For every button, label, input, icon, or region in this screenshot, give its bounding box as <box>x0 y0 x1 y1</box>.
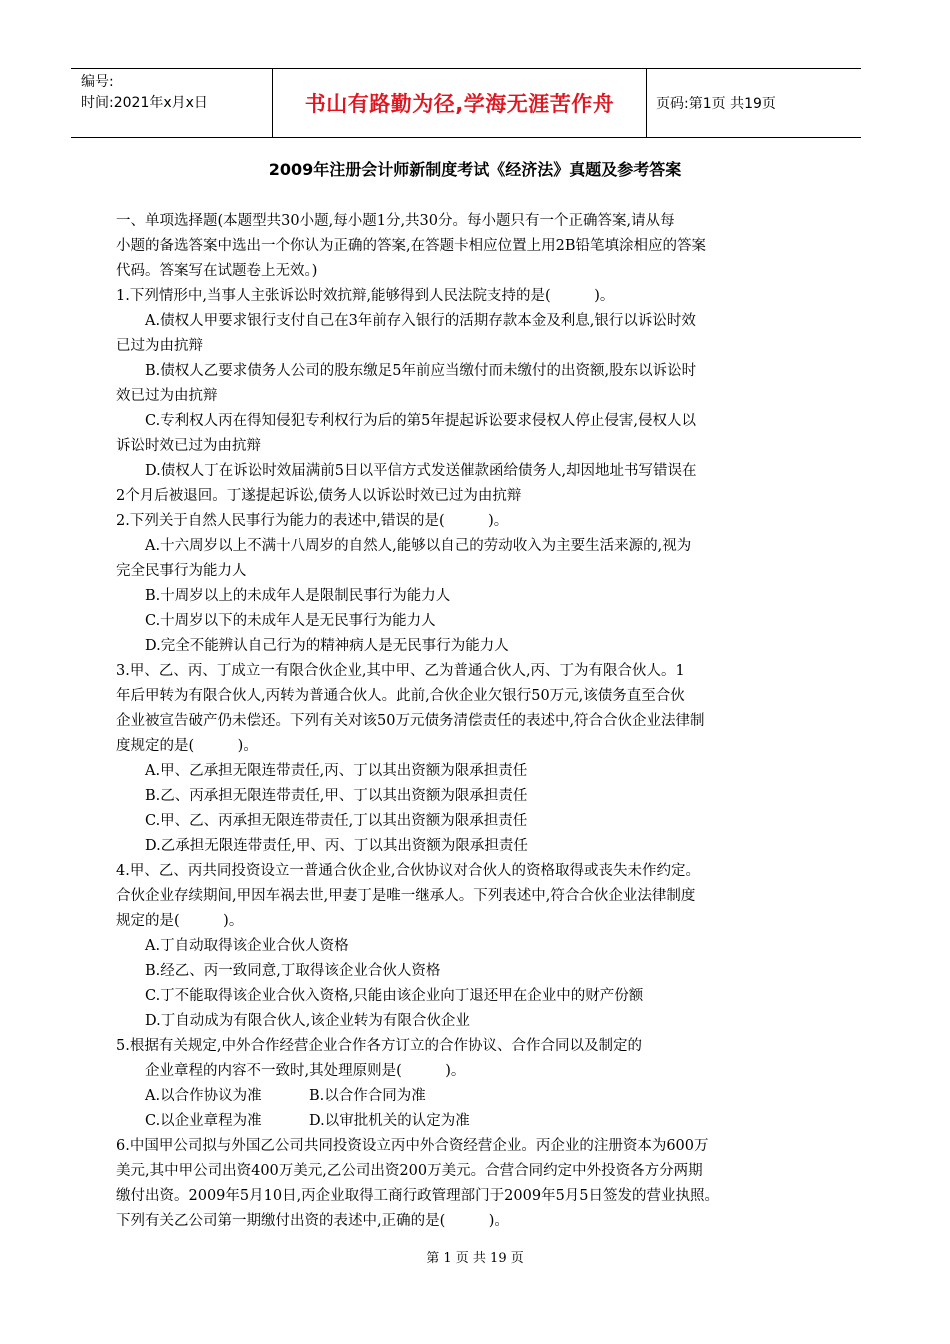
option-line: B.十周岁以上的未成年人是限制民事行为能力人 <box>145 588 451 604</box>
document-number-label: 编号: <box>81 74 114 90</box>
option-line: A.甲、乙承担无限连带责任,丙、丁以其出资额为限承担责任 <box>145 763 528 779</box>
question-stem: 6.中国甲公司拟与外国乙公司共同投资设立丙中外合资经营企业。丙企业的注册资本为600万 <box>116 1138 709 1154</box>
page-title: 2009年注册会计师新制度考试《经济法》真题及参考答案 <box>268 160 682 179</box>
question-5 <box>116 1034 816 1134</box>
question-stem: 2.下列关于自然人民事行为能力的表述中,错误的是( )。 <box>116 513 509 529</box>
intro-line: 小题的备选答案中选出一个你认为正确的答案,在答题卡相应位置上用2B铅笔填涂相应的答案 <box>116 238 706 254</box>
question-stem: 年后甲转为有限合伙人,丙转为普通合伙人。此前,合伙企业欠银行50万元,该债务直至合伙 <box>116 688 685 704</box>
option-line: A.债权人甲要求银行支付自己在3年前存入银行的活期存款本金及利息,银行以诉讼时效 <box>145 313 696 329</box>
intro-line: 一、单项选择题(本题型共30小题,每小题1分,共30分。每小题只有一个正确答案,请从每 <box>116 213 675 229</box>
option-line: C.十周岁以下的未成年人是无民事行为能力人 <box>145 613 436 629</box>
option-line: C.丁不能取得该企业合伙入资格,只能由该企业向丁退还甲在企业中的财产份额 <box>145 988 644 1004</box>
option-row <box>116 1109 816 1134</box>
header-motto-cell <box>273 69 647 137</box>
option-line: C.甲、乙、丙承担无限连带责任,丁以其出资额为限承担责任 <box>145 813 528 829</box>
option-b: B.以合作合同为准 <box>309 1088 426 1104</box>
question-stem: 企业被宣告破产仍未偿还。下列有关对该50万元债务清偿责任的表述中,符合合伙企业法律制 <box>116 713 705 729</box>
option-c: C.以企业章程为准 <box>145 1113 262 1129</box>
intro-line: 代码。答案写在试题卷上无效。) <box>116 263 318 279</box>
document-body <box>116 209 816 1234</box>
header-page-info: 页码:第1页 共19页 <box>656 96 776 112</box>
option-line: 效已过为由抗辩 <box>116 388 218 404</box>
option-line: B.乙、丙承担无限连带责任,甲、丁以其出资额为限承担责任 <box>145 788 528 804</box>
question-stem: 4.甲、乙、丙共同投资设立一普通合伙企业,合伙协议对合伙人的资格取得或丧失未作约定。 <box>116 863 700 879</box>
option-line: 2个月后被退回。丁遂提起诉讼,债务人以诉讼时效已过为由抗辩 <box>116 488 522 504</box>
document-time-label: 时间:2021年x月x日 <box>81 95 208 111</box>
question-3 <box>116 659 816 859</box>
option-a: A.以合作协议为准 <box>145 1088 262 1104</box>
question-stem: 1.下列情形中,当事人主张诉讼时效抗辩,能够得到人民法院支持的是( )。 <box>116 288 615 304</box>
option-line: 完全民事行为能力人 <box>116 563 247 579</box>
option-line: A.十六周岁以上不满十八周岁的自然人,能够以自己的劳动收入为主要生活来源的,视为 <box>145 538 692 554</box>
question-stem: 下列有关乙公司第一期缴付出资的表述中,正确的是( )。 <box>116 1213 509 1229</box>
header-page-cell <box>647 69 861 137</box>
option-line: C.专利权人丙在得知侵犯专利权行为后的第5年提起诉讼要求侵权人停止侵害,侵权人以 <box>145 413 697 429</box>
option-line: A.丁自动取得该企业合伙人资格 <box>145 938 349 954</box>
option-line: D.乙承担无限连带责任,甲、丙、丁以其出资额为限承担责任 <box>145 838 528 854</box>
option-line: D.丁自动成为有限合伙人,该企业转为有限合伙企业 <box>145 1013 470 1029</box>
question-stem: 规定的是( )。 <box>116 913 244 929</box>
option-line: B.债权人乙要求债务人公司的股东缴足5年前应当缴付而未缴付的出资额,股东以诉讼时 <box>145 363 697 379</box>
option-line: B.经乙、丙一致同意,丁取得该企业合伙人资格 <box>145 963 441 979</box>
document-header <box>71 68 861 138</box>
option-d: D.以审批机关的认定为准 <box>309 1113 470 1129</box>
question-stem: 企业章程的内容不一致时,其处理原则是( )。 <box>145 1063 466 1079</box>
option-line: 已过为由抗辩 <box>116 338 203 354</box>
question-stem: 3.甲、乙、丙、丁成立一有限合伙企业,其中甲、乙为普通合伙人,丙、丁为有限合伙人。1 <box>116 663 685 679</box>
question-stem: 缴付出资。2009年5月10日,丙企业取得工商行政管理部门于2009年5月5日签发的营业执照。 <box>116 1188 720 1204</box>
page-footer: 第 1 页 共 19 页 <box>426 1251 524 1266</box>
option-line: D.完全不能辨认自己行为的精神病人是无民事行为能力人 <box>145 638 509 654</box>
question-stem: 5.根据有关规定,中外合作经营企业合作各方订立的合作协议、合作合同以及制定的 <box>116 1038 642 1054</box>
option-row <box>116 1084 816 1109</box>
section-intro <box>116 209 816 284</box>
option-line: D.债权人丁在诉讼时效届满前5日以平信方式发送催款函给债务人,却因地址书写错误在 <box>145 463 697 479</box>
question-2 <box>116 509 816 659</box>
question-stem: 美元,其中甲公司出资400万美元,乙公司出资200万美元。合营合同约定中外投资各方分两期 <box>116 1163 703 1179</box>
question-6 <box>116 1134 816 1234</box>
question-stem: 合伙企业存续期间,甲因车祸去世,甲妻丁是唯一继承人。下列表述中,符合合伙企业法律制度 <box>116 888 696 904</box>
question-1 <box>116 284 816 509</box>
question-stem: 度规定的是( )。 <box>116 738 258 754</box>
header-meta <box>71 69 273 137</box>
option-line: 诉讼时效已过为由抗辩 <box>116 438 261 454</box>
header-motto: 书山有路勤为径,学海无涯苦作舟 <box>304 92 615 116</box>
question-4 <box>116 859 816 1034</box>
